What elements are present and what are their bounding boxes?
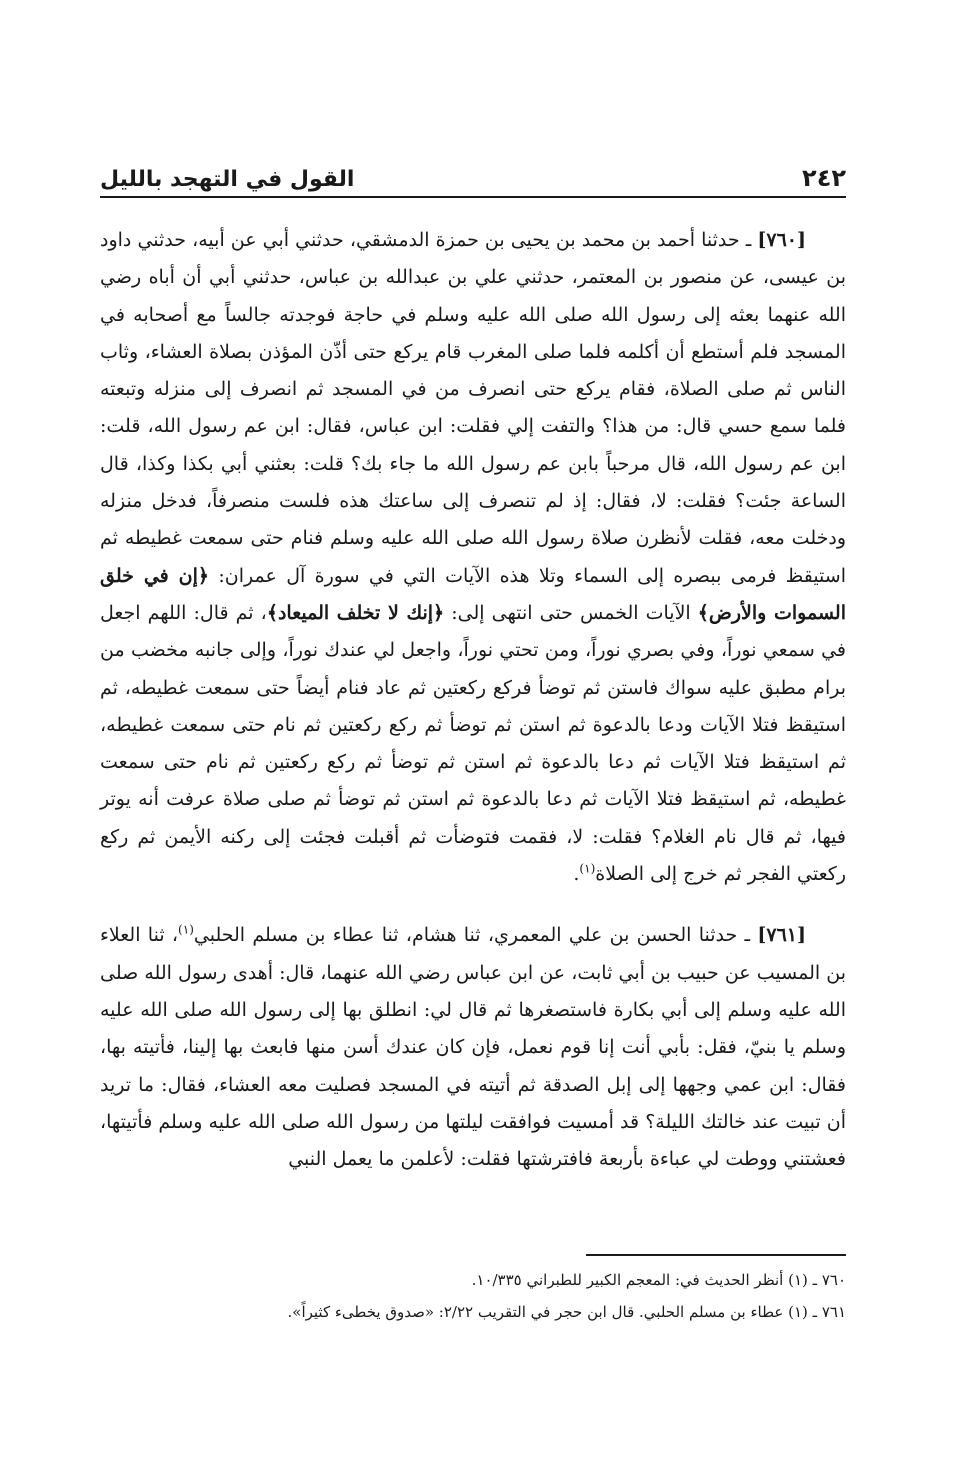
quran-quote: ﴿إن في خلق السموات والأرض﴾: [100, 564, 846, 624]
hadith-number: [٧٦١]: [757, 924, 807, 947]
hadith-761: [100, 917, 846, 1178]
page-number: ٢٤٢: [802, 164, 846, 192]
hadith-text: ـ حدثنا أحمد بن محمد بن يحيى بن حمزة الدمشقي، حدثني أبي عن أبيه، حدثني داود بن عيسى، عن منصور بن المعتمر، حدثني علي بن عبدالله بن عباس، حدثني أبي أن أباه رضي الله عنهما بعثه إلى رسول الله صلى الله عليه وسلم في حاجة فوجدته جالساً مع أصحابه في المسجد فلم أستطع أن أكلمه فلما صلى المغرب قام يركع حتى أذّن المؤذن بصلاة العشاء، وثاب الناس ثم صلى الصلاة، فقام يركع حتى انصرف من في المسجد ثم انصرف إلى منزله وتبعته فلما سمع حسي قال: من هذا؟ والتفت إلي فقلت: ابن عباس، فقال: ابن عم رسول الله، قلت: ابن عم رسول الله، قال مرحباً بابن عم رسول الله ما جاء بك؟ قلت: بعثني أبي بكذا وكذا، قال الساعة جئت؟ فقلت: لا، فقال: إذ لم تنصرف إلى ساعتك هذه فلست منصرفاً، فدخل منزله ودخلت معه، فقلت لأنظرن صلاة رسول الله صلى الله عليه وسلم فنام حتى سمعت غطيطه ثم استيقظ فرمى ببصره إلى السماء وتلا هذه الآيات التي في سورة آل عمران:: [100, 229, 846, 587]
hadith-text: ، ثنا العلاء بن المسيب عن حبيب بن أبي ثابت، عن ابن عباس رضي الله عنهما، قال: أهدى رسول الله صلى الله عليه وسلم إلى أبي بكارة فاستصغرها ثم قال لي: انطلق بها إلى رسول الله صلى الله عليه وسلم يا بنيّ، فقل: بأبي أنت إنا قوم نعمل، فإن كان عندك أسن منها فابعث بها إلينا، فأتيته بها، فقال: ابن عمي وجهها إلى إبل الصدقة ثم أتيته في المسجد فصليت معه العشاء، فقال: ما تريد أن تبيت عند خالتك الليلة؟ قد أمسيت فوافقت ليلتها من رسول الله صلى الله عليه وسلم فأتيتها، فعشتني ووطت لي عباءة بأربعة فافترشتها فقلت: لأعلمن ما يعمل النبي: [100, 924, 846, 1171]
running-title: القول في التهجد بالليل: [100, 167, 355, 192]
footnotes: [100, 1264, 846, 1328]
main-text: [100, 222, 846, 1178]
hadith-text: ، ثم قال: اللهم اجعل في سمعي نوراً، وفي بصري نوراً، ومن تحتي نوراً، واجعل لي عندك نوراً، وإلى جانبه مخضب من برام مطبق عليه سواك فاستن ثم توضأ فركع ركعتين ثم عاد فنام أيضاً حتى سمعت غطيطه، ثم استيقظ فتلا الآيات ودعا بالدعوة ثم استن ثم توضأ ثم ركع ركعتين ثم نام حتى سمعت غطيطه، ثم استيقظ فتلا الآيات ثم دعا بالدعوة ثم استن ثم توضأ ثم ركع ركعتين ثم نام حتى سمعت غطيطه، ثم استيقظ فتلا الآيات ثم دعا بالدعوة ثم استن ثم توضأ ثم صلى صلاة عرفت أنه يوتر فيها، ثم قال نام الغلام؟ فقلت: لا، فقمت فتوضأت ثم أقبلت فجئت إلى ركنه الأيمن ثم ركع ركعتي الفجر ثم خرج إلى الصلاة: [100, 601, 846, 886]
footnote-ref: (١): [579, 861, 596, 876]
hadith-text: ـ حدثنا الحسن بن علي المعمري، ثنا هشام، ثنا عطاء بن مسلم الحلبي: [193, 924, 758, 947]
footnote-760: ٧٦٠ ـ (١) أنظر الحديث في: المعجم الكبير للطبراني ١٠/٣٣٥.: [471, 1271, 846, 1289]
hadith-text: .: [573, 863, 580, 886]
hadith-760: [100, 222, 846, 893]
footnote-761: ٧٦١ ـ (١) عطاء بن مسلم الحلبي. قال ابن حجر في التقريب ٢/٢٢: «صدوق يخطىء كثيراً».: [287, 1303, 846, 1321]
quran-quote: ﴿إنك لا تخلف الميعاد﴾: [266, 601, 445, 624]
footnote-divider: [586, 1254, 846, 1256]
page-header: [100, 152, 846, 198]
hadith-text: الآيات الخمس حتى انتهى إلى:: [444, 601, 698, 624]
hadith-number: [٧٦٠]: [757, 229, 806, 251]
footnote-ref: (١): [178, 923, 194, 938]
